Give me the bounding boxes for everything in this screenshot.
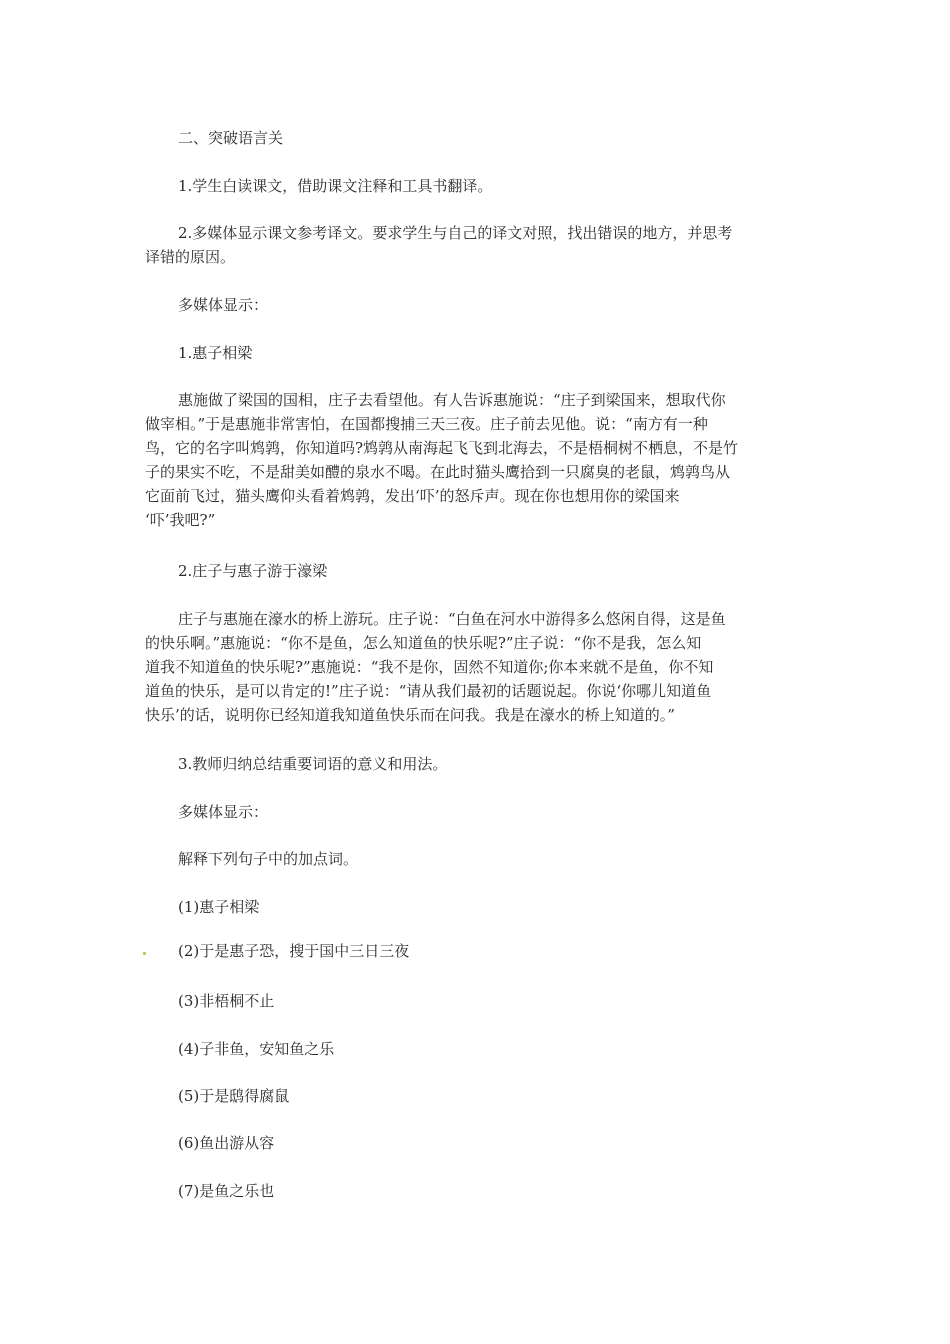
stray-dot bbox=[143, 952, 146, 955]
section-heading: 二、突破语言关 bbox=[178, 129, 284, 147]
exercise-item: (5)于是鸱得腐鼠 bbox=[178, 1087, 290, 1105]
item-2-line: 庄子与惠施在濠水的桥上游玩。庄子说：“白鱼在河水中游得多么悠闲自得，这是鱼 bbox=[178, 610, 726, 628]
item-1-line: ‘吓’我吧?” bbox=[145, 511, 216, 529]
step-3: 3.教师归纳总结重要词语的意义和用法。 bbox=[178, 755, 448, 773]
item-2-paragraph bbox=[145, 607, 805, 727]
step-1: 1.学生白读课文，借助课文注释和工具书翻译。 bbox=[178, 177, 493, 195]
item-2-line: 道鱼的快乐，是可以肯定的!”庄子说：“请从我们最初的话题说起。你说‘你哪儿知道鱼 bbox=[145, 682, 712, 700]
step-2-line-2: 译错的原因。 bbox=[145, 248, 236, 266]
item-1-title: 1.惠子相梁 bbox=[178, 344, 253, 362]
step-2-line-1: 2.多媒体显示课文参考译文。要求学生与自己的译文对照，找出错误的地方，并思考 bbox=[178, 224, 733, 242]
item-1-line: 鸟，它的名字叫鸩鹑，你知道吗?鸩鹑从南海起飞飞到北海去，不是梧桐树不栖息，不是竹 bbox=[145, 439, 739, 457]
item-1-line: 做宰相。”于是惠施非常害怕，在国都搜捕三天三夜。庄子前去见他。说：“南方有一种 bbox=[145, 415, 708, 433]
exercise-item: (1)惠子相梁 bbox=[178, 898, 260, 916]
item-2-title: 2.庄子与惠子游于濠梁 bbox=[178, 562, 328, 580]
item-1-line: 惠施做了梁国的国相，庄子去看望他。有人告诉惠施说：“庄子到梁国来，想取代你 bbox=[178, 391, 726, 409]
exercise-item: (3)非梧桐不止 bbox=[178, 992, 275, 1010]
item-1-line: 子的果实不吃，不是甜美如醴的泉水不喝。在此时猫头鹰拾到一只腐臭的老鼠，鸩鹑鸟从 bbox=[145, 463, 731, 481]
item-2-line: 的快乐啊。”惠施说：“你不是鱼，怎么知道鱼的快乐呢?”庄子说：“你不是我，怎么知 bbox=[145, 634, 702, 652]
exercise-item: (4)子非鱼，安知鱼之乐 bbox=[178, 1040, 335, 1058]
exercise-item: (6)鱼出游从容 bbox=[178, 1134, 275, 1152]
exercise-item: (7)是鱼之乐也 bbox=[178, 1182, 275, 1200]
item-2-line: 快乐’的话，说明你已经知道我知道鱼快乐而在问我。我是在濠水的桥上知道的。” bbox=[145, 706, 675, 724]
item-1-paragraph bbox=[145, 388, 805, 532]
multimedia-label-1: 多媒体显示： bbox=[178, 296, 269, 314]
item-1-line: 它面前飞过，猫头鹰仰头看着鸩鹑，发出‘吓’的怒斥声。现在你也想用你的梁国来 bbox=[145, 487, 680, 505]
step-2 bbox=[145, 221, 805, 269]
multimedia-label-2: 多媒体显示： bbox=[178, 803, 269, 821]
exercise-prompt: 解释下列句子中的加点词。 bbox=[178, 850, 359, 868]
exercise-item: (2)于是惠子恐，搜于国中三日三夜 bbox=[178, 942, 410, 960]
item-2-line: 道我不知道鱼的快乐呢?”惠施说：“我不是你，固然不知道你;你本来就不是鱼，你不知 bbox=[145, 658, 714, 676]
